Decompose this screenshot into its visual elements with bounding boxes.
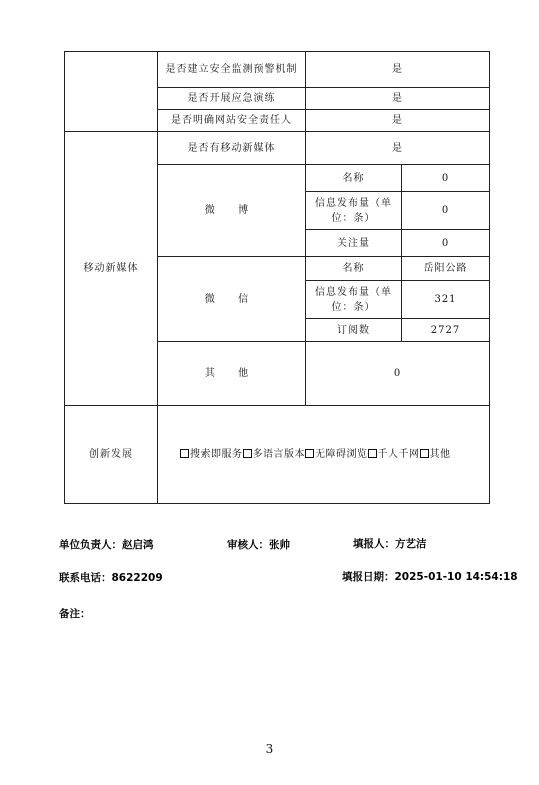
weibo-label: 微 博 (158, 165, 306, 257)
innovation-options (158, 406, 490, 504)
option-multilingual: 多语言版本 (252, 449, 305, 460)
other-label: 其 他 (158, 342, 306, 406)
page-number: 3 (265, 742, 274, 756)
responsible-label: 是否明确网站安全责任人 (158, 110, 306, 132)
option-personalized: 千人千网 (377, 449, 420, 460)
wechat-posts-label: 信息发布量（单位：条） (306, 281, 402, 319)
checkbox-icon[interactable] (180, 449, 189, 458)
option-other: 其他 (429, 449, 451, 460)
fill-date: 填报日期：2025-01-10 14:54:18 (342, 571, 518, 583)
checkbox-icon[interactable] (368, 449, 377, 458)
checkbox-icon[interactable] (420, 449, 429, 458)
other-value: 0 (306, 342, 490, 406)
wechat-label: 微 信 (158, 257, 306, 342)
innovation-label: 创新发展 (65, 406, 158, 504)
option-search-service: 搜索即服务 (190, 449, 243, 460)
wechat-subscribers-label: 订阅数 (306, 319, 402, 342)
responsible-value: 是 (306, 110, 490, 132)
filler: 填报人：方艺洁 (353, 538, 427, 550)
contact-phone: 联系电话：8622209 (59, 572, 163, 584)
remarks: 备注： (59, 608, 91, 620)
drill-value: 是 (306, 88, 490, 110)
reviewer: 审核人：张帅 (227, 539, 290, 551)
checkbox-icon[interactable] (305, 449, 314, 458)
wechat-posts-value: 321 (402, 281, 490, 319)
monitoring-label: 是否建立安全监测预警机制 (158, 52, 306, 88)
weibo-followers-value: 0 (402, 230, 490, 257)
weibo-name-value: 0 (402, 165, 490, 192)
wechat-subscribers-value: 2727 (402, 319, 490, 342)
wechat-name-label: 名称 (306, 257, 402, 281)
report-table (64, 51, 490, 504)
has-mobile-value: 是 (306, 132, 490, 165)
weibo-posts-value: 0 (402, 192, 490, 230)
weibo-followers-label: 关注量 (306, 230, 402, 257)
security-section-cell (65, 52, 158, 132)
mobile-section-label: 移动新媒体 (65, 132, 158, 406)
weibo-posts-label: 信息发布量（单位：条） (306, 192, 402, 230)
checkbox-icon[interactable] (243, 449, 252, 458)
unit-head: 单位负责人：赵启鸿 (59, 539, 154, 551)
has-mobile-label: 是否有移动新媒体 (158, 132, 306, 165)
weibo-name-label: 名称 (306, 165, 402, 192)
wechat-name-value: 岳阳公路 (402, 257, 490, 281)
option-accessible: 无障碍浏览 (315, 449, 368, 460)
monitoring-value: 是 (306, 52, 490, 88)
drill-label: 是否开展应急演练 (158, 88, 306, 110)
